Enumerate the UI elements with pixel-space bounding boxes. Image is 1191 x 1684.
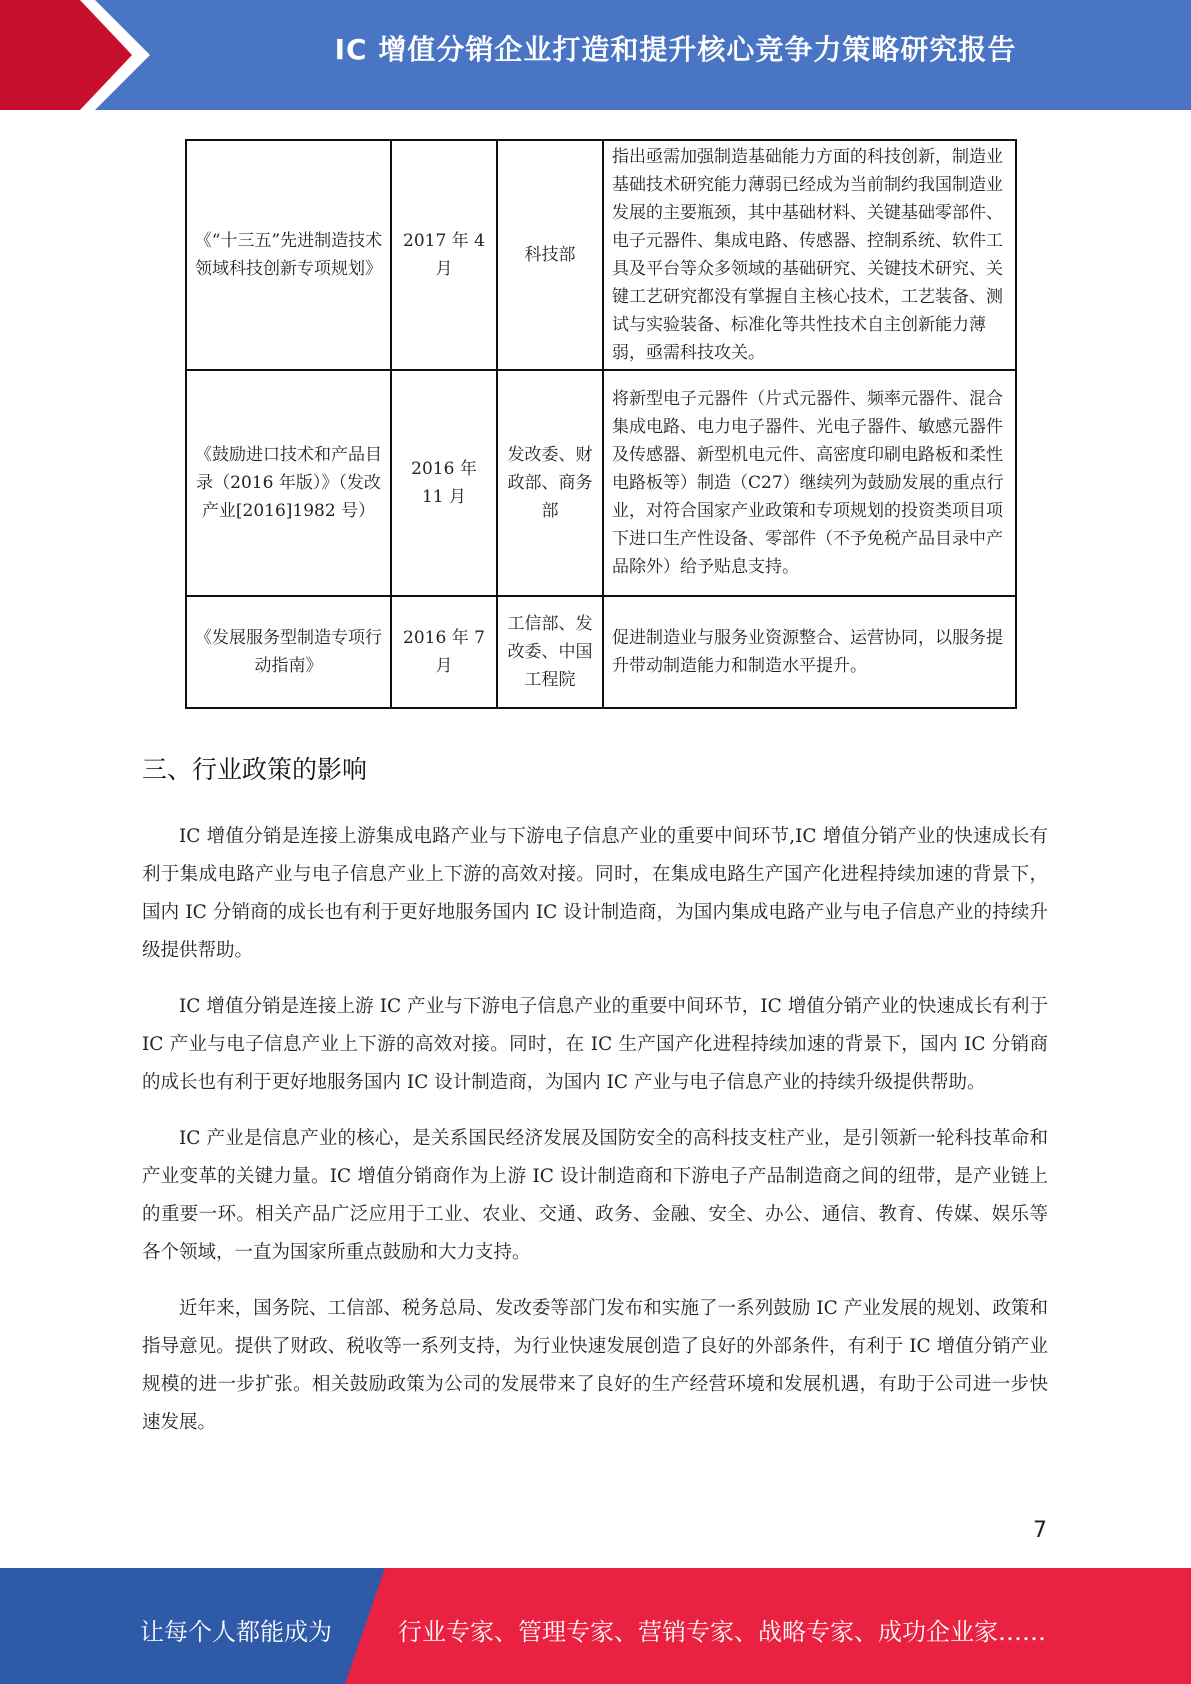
policy-name: 《“十三五”先进制造技术领域科技创新专项规划》 [186, 140, 391, 370]
header-chevron-icon [0, 0, 160, 110]
policy-date: 2016 年 11 月 [391, 370, 497, 596]
policy-table [185, 139, 1017, 709]
paragraph: IC 产业是信息产业的核心，是关系国民经济发展及国防安全的高科技支柱产业，是引领新一轮科技革命和产业变革的关键力量。IC 增值分销商作为上游 IC 设计制造商和下游电子产品制造商之间的纽带，是产业链上的重要一环。相关产品广泛应用于工业、农业、交通、政务、金融、安全、办公、通信、教育、传媒、娱乐等各个领域，一直为国家所重点鼓励和大力支持。 [142, 1128, 1048, 1263]
policy-dept: 工信部、发改委、中国工程院 [497, 596, 603, 708]
table-row [186, 370, 1016, 596]
paragraph: IC 增值分销是连接上游集成电路产业与下游电子信息产业的重要中间环节,IC 增值分销产业的快速成长有利于集成电路产业与电子信息产业上下游的高效对接。同时，在集成电路生产国产化进程持续加速的背景下，国内 IC 分销商的成长也有利于更好地服务国内 IC 设计制造商，为国内集成电路产业与电子信息产业的持续升级提供帮助。 [142, 826, 1048, 961]
paragraph: IC 增值分销是连接上游 IC 产业与下游电子信息产业的重要中间环节，IC 增值分销产业的快速成长有利于 IC 产业与电子信息产业上下游的高效对接。同时，在 IC 生产国产化进程持续加速的背景下，国内 IC 分销商的成长也有利于更好地服务国内 IC 设计制造商，为国内 IC 产业与电子信息产业的持续升级提供帮助。 [142, 996, 1048, 1093]
page-header [0, 0, 1191, 110]
header-title: IC 增值分销企业打造和提升核心竞争力策略研究报告 [334, 33, 1017, 66]
section-title: 三、行业政策的影响 [142, 755, 368, 784]
paragraph: 近年来，国务院、工信部、税务总局、发改委等部门发布和实施了一系列鼓励 IC 产业发展的规划、政策和指导意见。提供了财政、税收等一系列支持，为行业快速发展创造了良好的外部条件，有利于 IC 增值分销产业规模的进一步扩张。相关鼓励政策为公司的发展带来了良好的生产经营环境和发展机遇，有助于公司进一步快速发展。 [142, 1298, 1048, 1433]
policy-desc: 将新型电子元器件（片式元器件、频率元器件、混合集成电路、电力电子器件、光电子器件、敏感元器件及传感器、新型机电元件、高密度印刷电路板和柔性电路板等）制造（C27）继续列为鼓励发展的重点行业，对符合国家产业政策和专项规划的投资类项目项下进口生产性设备、零部件（不予免税产品目录中产品除外）给予贴息支持。 [603, 370, 1016, 596]
policy-date: 2017 年 4 月 [391, 140, 497, 370]
footer-slogan-right: 行业专家、管理专家、营销专家、战略专家、成功企业家…… [398, 1618, 1046, 1646]
footer-slogan-left: 让每个人都能成为 [140, 1618, 332, 1646]
policy-name: 《鼓励进口技术和产品目录（2016 年版）》（发改产业[2016]1982 号） [186, 370, 391, 596]
policy-date: 2016 年 7 月 [391, 596, 497, 708]
page-footer [0, 1568, 1191, 1684]
page-number: 7 [1033, 1518, 1047, 1543]
table-row [186, 140, 1016, 370]
section-body [142, 818, 1048, 1460]
policy-name: 《发展服务型制造专项行动指南》 [186, 596, 391, 708]
table-row [186, 596, 1016, 708]
policy-desc: 指出亟需加强制造基础能力方面的科技创新，制造业基础技术研究能力薄弱已经成为当前制约我国制造业发展的主要瓶颈，其中基础材料、关键基础零部件、电子元器件、集成电路、传感器、控制系统、软件工具及平台等众多领域的基础研究、关键技术研究、关键工艺研究都没有掌握自主核心技术，工艺装备、测试与实验装备、标准化等共性技术自主创新能力薄弱，亟需科技攻关。 [603, 140, 1016, 370]
policy-dept: 科技部 [497, 140, 603, 370]
policy-dept: 发改委、财政部、商务部 [497, 370, 603, 596]
policy-desc: 促进制造业与服务业资源整合、运营协同，以服务提升带动制造能力和制造水平提升。 [603, 596, 1016, 708]
